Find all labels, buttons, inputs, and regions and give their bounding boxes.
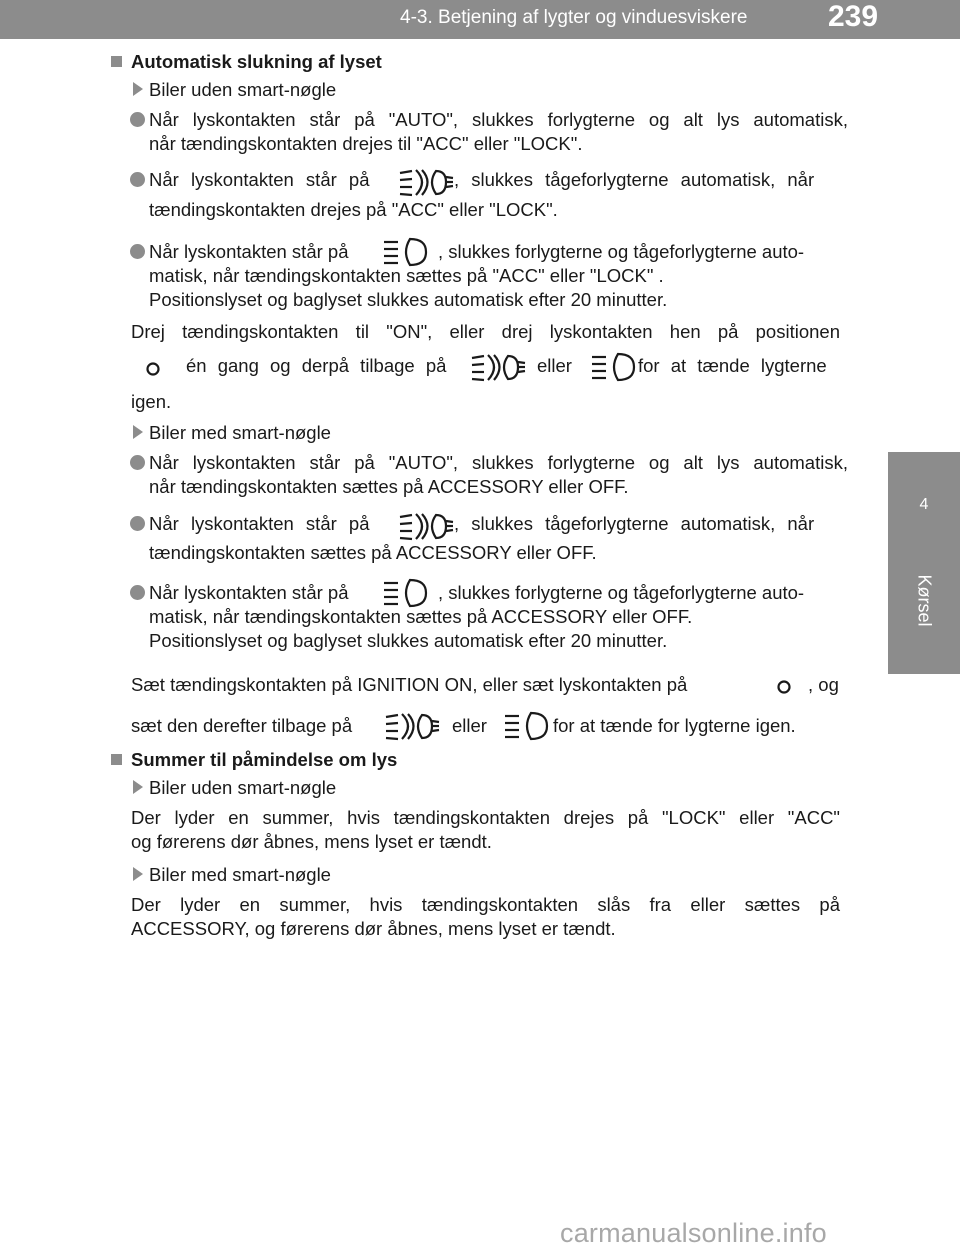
paragraph-line: ACCESSORY, og førerens dør åbnes, mens lyset er tændt. <box>131 918 616 939</box>
header-rule <box>0 37 960 39</box>
subheading: Biler med smart-nøgle <box>149 864 331 885</box>
subheading-arrow <box>133 867 143 881</box>
paragraph-line: når tændingskontakten drejes til "ACC" eller "LOCK". <box>149 133 583 154</box>
paragraph-line: Sæt tændingskontakten på IGNITION ON, eller sæt lyskontakten på <box>131 674 688 695</box>
paragraph-line: Der lyder en summer, hvis tændingskontakten drejes på "LOCK" eller "ACC" <box>131 807 840 828</box>
light-off-icon <box>775 678 793 696</box>
subheading-arrow <box>133 82 143 96</box>
headlight-icon <box>590 350 640 384</box>
subheading: Biler med smart-nøgle <box>149 422 331 443</box>
paragraph-line: når tændingskontakten sættes på ACCESSORY eller OFF. <box>149 476 629 497</box>
chapter-label: Kørsel <box>914 573 935 627</box>
fog-light-icon <box>470 350 526 384</box>
paragraph-line: eller <box>537 355 572 376</box>
paragraph-line: Positionslyset og baglyset slukkes automatisk efter 20 minutter. <box>149 630 668 651</box>
subheading: Biler uden smart-nøgle <box>149 777 337 798</box>
paragraph-line: for at tænde lygterne <box>638 355 827 376</box>
paragraph-line: eller <box>452 715 487 736</box>
paragraph-line: , slukkes tågeforlygterne automatisk, når <box>454 513 815 534</box>
heading-bullet <box>111 754 122 765</box>
bullet-dot <box>130 516 145 531</box>
paragraph-line: for at tænde for lygterne igen. <box>553 715 796 736</box>
paragraph-line: tændingskontakten drejes på "ACC" eller "LOCK". <box>149 199 558 220</box>
section-heading: Summer til påmindelse om lys <box>131 749 398 770</box>
paragraph-line: én gang og derpå tilbage på <box>186 355 447 376</box>
headlight-icon <box>503 709 553 743</box>
paragraph-line: , slukkes tågeforlygterne automatisk, når <box>454 169 815 190</box>
watermark: carmanualsonline.info <box>560 1218 827 1248</box>
fog-light-icon <box>384 709 440 743</box>
section-heading: Automatisk slukning af lyset <box>131 51 382 72</box>
bullet-dot <box>130 112 145 127</box>
paragraph-line: Der lyder en summer, hvis tændingskontakten slås fra eller sættes på <box>131 894 840 915</box>
paragraph-line: Når lyskontakten står på <box>149 582 349 603</box>
fog-light-icon <box>398 165 454 199</box>
paragraph-line: Når lyskontakten står på "AUTO", slukkes forlygterne og alt lys automatisk, <box>149 452 848 473</box>
paragraph-line: Positionslyset og baglyset slukkes automatisk efter 20 minutter. <box>149 289 668 310</box>
paragraph-line: Når lyskontakten står på <box>149 241 349 262</box>
chapter-tab[interactable] <box>888 452 960 674</box>
bullet-dot <box>130 244 145 259</box>
fog-light-icon <box>398 509 454 543</box>
section-title: 4-3. Betjening af lygter og vinduesviskere <box>400 7 748 28</box>
subheading-arrow <box>133 780 143 794</box>
bullet-dot <box>130 455 145 470</box>
paragraph-line: Når lyskontakten står på <box>149 169 370 190</box>
paragraph-line: Drej tændingskontakten til "ON", eller drej lyskontakten hen på positionen <box>131 321 840 342</box>
bullet-dot <box>130 172 145 187</box>
chapter-number: 4 <box>919 496 929 513</box>
heading-bullet <box>111 56 122 67</box>
paragraph-line: Når lyskontakten står på "AUTO", slukkes forlygterne og alt lys automatisk, <box>149 109 848 130</box>
paragraph-line: og førerens dør åbnes, mens lyset er tændt. <box>131 831 492 852</box>
paragraph-line: tændingskontakten sættes på ACCESSORY eller OFF. <box>149 542 597 563</box>
paragraph-line: Når lyskontakten står på <box>149 513 370 534</box>
bullet-dot <box>130 585 145 600</box>
paragraph-line: sæt den derefter tilbage på <box>131 715 353 736</box>
paragraph-line: matisk, når tændingskontakten sættes på "ACC" eller "LOCK" . <box>149 265 664 286</box>
page-number: 239 <box>828 0 879 33</box>
subheading: Biler uden smart-nøgle <box>149 79 337 100</box>
subheading-arrow <box>133 425 143 439</box>
paragraph-line: , og <box>808 674 839 695</box>
light-off-icon <box>144 360 162 378</box>
paragraph-line: igen. <box>131 391 172 412</box>
paragraph-line: , slukkes forlygterne og tågeforlygterne auto- <box>438 241 805 262</box>
paragraph-line: , slukkes forlygterne og tågeforlygterne auto- <box>438 582 805 603</box>
paragraph-line: matisk, når tændingskontakten sættes på ACCESSORY eller OFF. <box>149 606 693 627</box>
